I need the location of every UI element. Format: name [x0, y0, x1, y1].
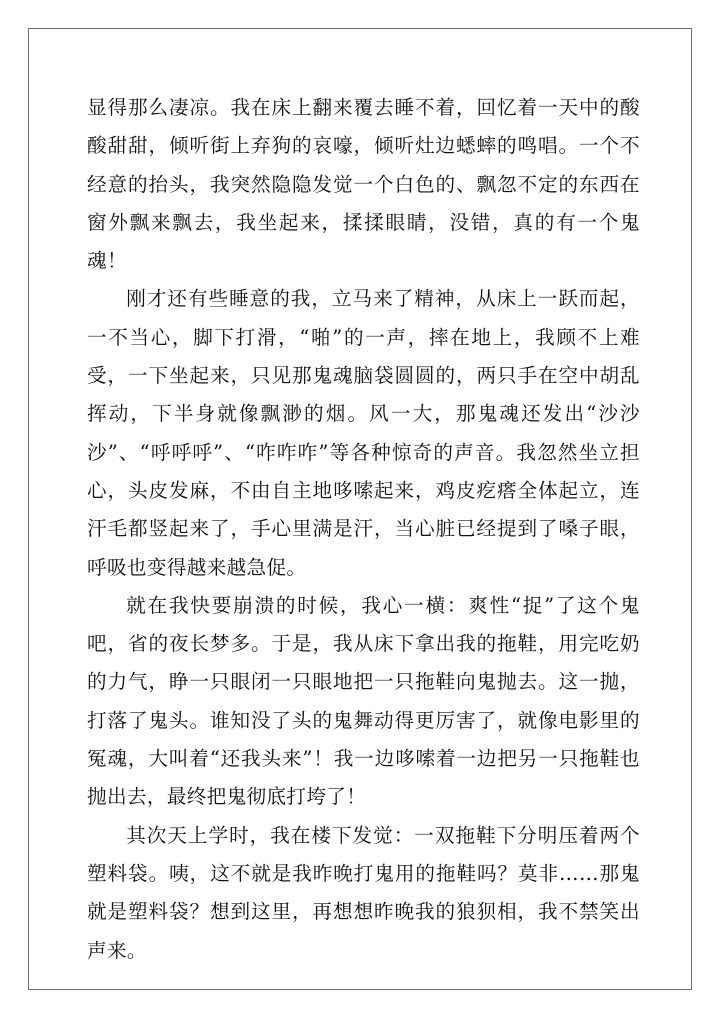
document-body [87, 89, 640, 970]
paragraph-2: 刚才还有些睡意的我，立马来了精神，从床上一跃而起，一不当心，脚下打滑，“啪”的一声，摔在地上，我顾不上难受，一下坐起来，只见那鬼魂脑袋圆圆的，两只手在空中胡乱挥动，下半身就像飘渺的烟。风一大，那鬼魂还发出“沙沙沙”、“呼呼呼”、“咋咋咋”等各种惊奇的声音。我忽然坐立担心，头皮发麻，不由自主地哆嗦起来，鸡皮疙瘩全体起立，连汗毛都竖起来了，手心里满是汗，当心脏已经提到了嗓子眼，呼吸也变得越来越急促。 [87, 287, 640, 579]
paragraph-1: 显得那么凄凉。我在床上翻来覆去睡不着，回忆着一天中的酸酸甜甜，倾听街上弃狗的哀嚎，倾听灶边蟋蟀的鸣唱。一个不经意的抬头，我突然隐隐发觉一个白色的、飘忽不定的东西在窗外飘来飘去，我坐起来，揉揉眼睛，没错，真的有一个鬼魂！ [87, 96, 640, 273]
paragraph-4: 其次天上学时，我在楼下发觉：一双拖鞋下分明压着两个塑料袋。咦，这不就是我昨晚打鬼用的拖鞋吗？莫非……那鬼就是塑料袋？想到这里，再想想昨晚我的狼狈相，我不禁笑出声来。 [87, 823, 640, 962]
paragraph-3: 就在我快要崩溃的时候，我心一横：爽性“捉”了这个鬼吧，省的夜长梦多。于是，我从床下拿出我的拖鞋，用完吃奶的力气，睁一只眼闭一只眼地把一只拖鞋向鬼抛去。这一抛，打落了鬼头。谁知没了头的鬼舞动得更厉害了，就像电影里的冤魂，大叫着“还我头来”！我一边哆嗦着一边把另一只拖鞋也抛出去，最终把鬼彻底打垮了！ [87, 593, 640, 809]
